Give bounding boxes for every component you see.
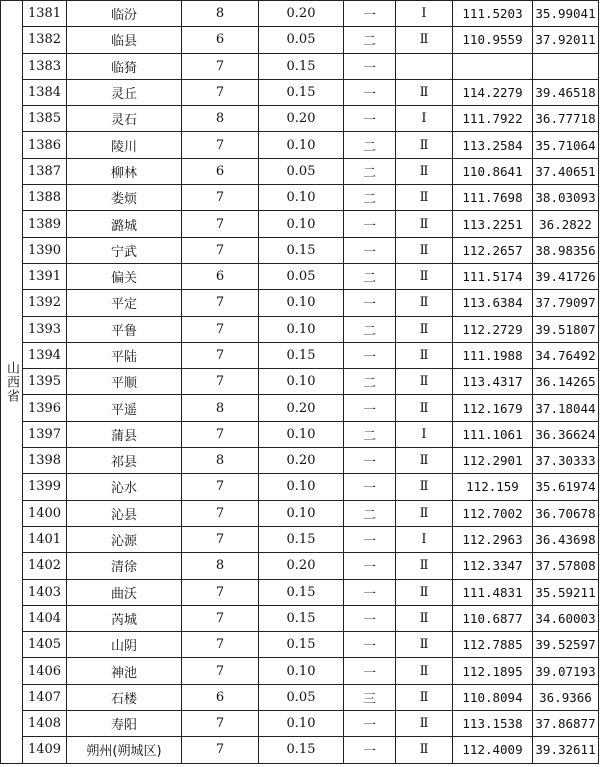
county-name-cell: 平鲁: [67, 316, 182, 342]
row-id-cell: 1396: [23, 395, 67, 421]
group-cell: 一: [344, 290, 396, 316]
latitude-cell: 39.46518: [533, 79, 599, 105]
longitude-cell: 112.2901: [453, 448, 533, 474]
county-name-cell: 临汾: [67, 1, 182, 27]
longitude-cell: 112.159: [453, 474, 533, 500]
latitude-cell: 34.60003: [533, 605, 599, 631]
table-row: [1, 500, 599, 526]
intensity-cell: 7: [182, 211, 259, 237]
intensity-cell: 7: [182, 658, 259, 684]
intensity-cell: 7: [182, 132, 259, 158]
site-class-cell: Ⅱ: [396, 27, 453, 53]
site-class-cell: Ⅱ: [396, 369, 453, 395]
longitude-cell: 112.1679: [453, 395, 533, 421]
table-row: [1, 316, 599, 342]
county-name-cell: 祁县: [67, 448, 182, 474]
longitude-cell: 113.2251: [453, 211, 533, 237]
longitude-cell: 111.1061: [453, 421, 533, 447]
longitude-cell: 110.6877: [453, 605, 533, 631]
site-class-cell: Ⅱ: [396, 185, 453, 211]
longitude-cell: 112.2657: [453, 237, 533, 263]
site-class-cell: Ⅱ: [396, 553, 453, 579]
site-class-cell: Ⅱ: [396, 448, 453, 474]
longitude-cell: 112.4009: [453, 737, 533, 763]
latitude-cell: 38.98356: [533, 237, 599, 263]
group-cell: 一: [344, 53, 396, 79]
longitude-cell: 113.2584: [453, 132, 533, 158]
row-id-cell: 1384: [23, 79, 67, 105]
latitude-cell: 39.51807: [533, 316, 599, 342]
intensity-cell: 7: [182, 421, 259, 447]
table-row: [1, 395, 599, 421]
acceleration-cell: 0.05: [259, 158, 344, 184]
group-cell: 一: [344, 1, 396, 27]
county-name-cell: 沁源: [67, 526, 182, 552]
group-cell: 二: [344, 316, 396, 342]
row-id-cell: 1409: [23, 737, 67, 763]
county-name-cell: 山阴: [67, 632, 182, 658]
row-id-cell: 1385: [23, 106, 67, 132]
intensity-cell: 8: [182, 448, 259, 474]
row-id-cell: 1400: [23, 500, 67, 526]
acceleration-cell: 0.15: [259, 237, 344, 263]
latitude-cell: 35.99041: [533, 1, 599, 27]
intensity-cell: 7: [182, 605, 259, 631]
site-class-cell: Ⅱ: [396, 132, 453, 158]
longitude-cell: 111.7698: [453, 185, 533, 211]
group-cell: 一: [344, 526, 396, 552]
site-class-cell: Ⅱ: [396, 737, 453, 763]
latitude-cell: 36.2822: [533, 211, 599, 237]
intensity-cell: 8: [182, 553, 259, 579]
table-row: [1, 369, 599, 395]
group-cell: 一: [344, 605, 396, 631]
intensity-cell: 7: [182, 711, 259, 737]
group-cell: 一: [344, 211, 396, 237]
county-name-cell: 潞城: [67, 211, 182, 237]
intensity-cell: 8: [182, 395, 259, 421]
table-row: [1, 605, 599, 631]
table-row: [1, 106, 599, 132]
county-name-cell: 蒲县: [67, 421, 182, 447]
table-row: [1, 711, 599, 737]
table-row: [1, 684, 599, 710]
latitude-cell: 35.61974: [533, 474, 599, 500]
latitude-cell: 37.86877: [533, 711, 599, 737]
row-id-cell: 1392: [23, 290, 67, 316]
acceleration-cell: 0.15: [259, 526, 344, 552]
acceleration-cell: 0.05: [259, 27, 344, 53]
row-id-cell: 1398: [23, 448, 67, 474]
intensity-cell: 7: [182, 53, 259, 79]
intensity-cell: 8: [182, 1, 259, 27]
site-class-cell: Ⅱ: [396, 605, 453, 631]
acceleration-cell: 0.15: [259, 579, 344, 605]
latitude-cell: 36.9366: [533, 684, 599, 710]
longitude-cell: 112.2729: [453, 316, 533, 342]
intensity-cell: 6: [182, 263, 259, 289]
site-class-cell: Ⅰ: [396, 421, 453, 447]
group-cell: 二: [344, 185, 396, 211]
longitude-cell: 110.9559: [453, 27, 533, 53]
group-cell: 二: [344, 263, 396, 289]
row-id-cell: 1393: [23, 316, 67, 342]
table-row: [1, 448, 599, 474]
acceleration-cell: 0.10: [259, 474, 344, 500]
site-class-cell: Ⅱ: [396, 684, 453, 710]
intensity-cell: 6: [182, 27, 259, 53]
table-row: [1, 79, 599, 105]
longitude-cell: 113.4317: [453, 369, 533, 395]
longitude-cell: 110.8094: [453, 684, 533, 710]
latitude-cell: 37.40651: [533, 158, 599, 184]
group-cell: 一: [344, 711, 396, 737]
row-id-cell: 1407: [23, 684, 67, 710]
latitude-cell: 35.71064: [533, 132, 599, 158]
row-id-cell: 1406: [23, 658, 67, 684]
row-id-cell: 1405: [23, 632, 67, 658]
acceleration-cell: 0.20: [259, 553, 344, 579]
table-row: [1, 263, 599, 289]
latitude-cell: 36.43698: [533, 526, 599, 552]
longitude-cell: 112.7002: [453, 500, 533, 526]
site-class-cell: Ⅰ: [396, 526, 453, 552]
acceleration-cell: 0.20: [259, 448, 344, 474]
county-name-cell: 陵川: [67, 132, 182, 158]
longitude-cell: 111.7922: [453, 106, 533, 132]
group-cell: 一: [344, 79, 396, 105]
group-cell: 一: [344, 553, 396, 579]
table-body: [1, 1, 599, 764]
acceleration-cell: 0.10: [259, 132, 344, 158]
group-cell: 一: [344, 448, 396, 474]
intensity-cell: 7: [182, 500, 259, 526]
row-id-cell: 1381: [23, 1, 67, 27]
latitude-cell: 36.14265: [533, 369, 599, 395]
latitude-cell: 37.30333: [533, 448, 599, 474]
group-cell: 二: [344, 421, 396, 447]
site-class-cell: Ⅰ: [396, 1, 453, 27]
row-id-cell: 1404: [23, 605, 67, 631]
county-name-cell: 灵石: [67, 106, 182, 132]
latitude-cell: 34.76492: [533, 342, 599, 368]
table-row: [1, 526, 599, 552]
row-id-cell: 1388: [23, 185, 67, 211]
group-cell: 二: [344, 27, 396, 53]
acceleration-cell: 0.10: [259, 421, 344, 447]
acceleration-cell: 0.10: [259, 369, 344, 395]
latitude-cell: 37.18044: [533, 395, 599, 421]
latitude-cell: 37.79097: [533, 290, 599, 316]
table-row: [1, 132, 599, 158]
acceleration-cell: 0.15: [259, 632, 344, 658]
longitude-cell: 113.1538: [453, 711, 533, 737]
latitude-cell: 38.03093: [533, 185, 599, 211]
acceleration-cell: 0.10: [259, 290, 344, 316]
table-row: [1, 185, 599, 211]
acceleration-cell: 0.15: [259, 53, 344, 79]
site-class-cell: Ⅱ: [396, 211, 453, 237]
acceleration-cell: 0.20: [259, 1, 344, 27]
site-class-cell: Ⅱ: [396, 658, 453, 684]
group-cell: 三: [344, 684, 396, 710]
latitude-cell: [533, 53, 599, 79]
intensity-cell: 7: [182, 290, 259, 316]
group-cell: 一: [344, 579, 396, 605]
intensity-cell: 7: [182, 316, 259, 342]
row-id-cell: 1408: [23, 711, 67, 737]
county-name-cell: 朔州(朔城区): [67, 737, 182, 763]
acceleration-cell: 0.10: [259, 711, 344, 737]
county-name-cell: 平顺: [67, 369, 182, 395]
county-name-cell: 曲沃: [67, 579, 182, 605]
latitude-cell: 39.07193: [533, 658, 599, 684]
latitude-cell: 37.57808: [533, 553, 599, 579]
intensity-cell: 7: [182, 79, 259, 105]
row-id-cell: 1402: [23, 553, 67, 579]
table-row: [1, 290, 599, 316]
county-name-cell: 芮城: [67, 605, 182, 631]
county-name-cell: 清徐: [67, 553, 182, 579]
site-class-cell: Ⅱ: [396, 500, 453, 526]
row-id-cell: 1386: [23, 132, 67, 158]
table-row: [1, 658, 599, 684]
site-class-cell: Ⅱ: [396, 316, 453, 342]
group-cell: 二: [344, 369, 396, 395]
province-cell: 山西省: [1, 1, 23, 764]
table-row: [1, 27, 599, 53]
intensity-cell: 7: [182, 369, 259, 395]
table-row: [1, 1, 599, 27]
row-id-cell: 1387: [23, 158, 67, 184]
longitude-cell: 112.1895: [453, 658, 533, 684]
site-class-cell: Ⅱ: [396, 158, 453, 184]
acceleration-cell: 0.10: [259, 316, 344, 342]
group-cell: 二: [344, 132, 396, 158]
group-cell: 一: [344, 737, 396, 763]
table-row: [1, 53, 599, 79]
group-cell: 一: [344, 342, 396, 368]
county-name-cell: 灵丘: [67, 79, 182, 105]
site-class-cell: Ⅱ: [396, 632, 453, 658]
latitude-cell: 39.52597: [533, 632, 599, 658]
group-cell: 一: [344, 474, 396, 500]
county-name-cell: 平遥: [67, 395, 182, 421]
longitude-cell: 111.5203: [453, 1, 533, 27]
acceleration-cell: 0.05: [259, 263, 344, 289]
table-row: [1, 237, 599, 263]
site-class-cell: Ⅱ: [396, 395, 453, 421]
county-name-cell: 平定: [67, 290, 182, 316]
site-class-cell: Ⅱ: [396, 711, 453, 737]
county-name-cell: 宁武: [67, 237, 182, 263]
site-class-cell: Ⅱ: [396, 290, 453, 316]
intensity-cell: 7: [182, 474, 259, 500]
intensity-cell: 7: [182, 737, 259, 763]
latitude-cell: 35.59211: [533, 579, 599, 605]
longitude-cell: [453, 53, 533, 79]
county-name-cell: 沁水: [67, 474, 182, 500]
site-class-cell: Ⅱ: [396, 237, 453, 263]
county-name-cell: 偏关: [67, 263, 182, 289]
acceleration-cell: 0.15: [259, 342, 344, 368]
row-id-cell: 1383: [23, 53, 67, 79]
row-id-cell: 1397: [23, 421, 67, 447]
latitude-cell: 36.36624: [533, 421, 599, 447]
longitude-cell: 110.8641: [453, 158, 533, 184]
longitude-cell: 111.4831: [453, 579, 533, 605]
longitude-cell: 113.6384: [453, 290, 533, 316]
acceleration-cell: 0.05: [259, 684, 344, 710]
table-row: [1, 342, 599, 368]
longitude-cell: 112.3347: [453, 553, 533, 579]
site-class-cell: Ⅱ: [396, 79, 453, 105]
county-name-cell: 临猗: [67, 53, 182, 79]
intensity-cell: 7: [182, 526, 259, 552]
group-cell: 一: [344, 237, 396, 263]
table-row: [1, 211, 599, 237]
acceleration-cell: 0.10: [259, 500, 344, 526]
latitude-cell: 39.32611: [533, 737, 599, 763]
county-name-cell: 娄烦: [67, 185, 182, 211]
site-class-cell: Ⅱ: [396, 474, 453, 500]
intensity-cell: 6: [182, 684, 259, 710]
row-id-cell: 1391: [23, 263, 67, 289]
table-row: [1, 737, 599, 763]
table-row: [1, 632, 599, 658]
county-name-cell: 临县: [67, 27, 182, 53]
acceleration-cell: 0.15: [259, 79, 344, 105]
acceleration-cell: 0.15: [259, 737, 344, 763]
group-cell: 一: [344, 395, 396, 421]
row-id-cell: 1390: [23, 237, 67, 263]
row-id-cell: 1389: [23, 211, 67, 237]
acceleration-cell: 0.20: [259, 106, 344, 132]
intensity-cell: 7: [182, 237, 259, 263]
group-cell: 一: [344, 106, 396, 132]
row-id-cell: 1382: [23, 27, 67, 53]
table-row: [1, 474, 599, 500]
longitude-cell: 112.7885: [453, 632, 533, 658]
acceleration-cell: 0.10: [259, 211, 344, 237]
acceleration-cell: 0.10: [259, 185, 344, 211]
table-row: [1, 421, 599, 447]
group-cell: 一: [344, 658, 396, 684]
intensity-cell: 7: [182, 632, 259, 658]
longitude-cell: 114.2279: [453, 79, 533, 105]
table-row: [1, 553, 599, 579]
row-id-cell: 1395: [23, 369, 67, 395]
group-cell: 二: [344, 500, 396, 526]
site-class-cell: Ⅱ: [396, 263, 453, 289]
latitude-cell: 37.92011: [533, 27, 599, 53]
row-id-cell: 1403: [23, 579, 67, 605]
longitude-cell: 111.1988: [453, 342, 533, 368]
intensity-cell: 6: [182, 158, 259, 184]
row-id-cell: 1394: [23, 342, 67, 368]
acceleration-cell: 0.10: [259, 658, 344, 684]
site-class-cell: Ⅰ: [396, 106, 453, 132]
longitude-cell: 111.5174: [453, 263, 533, 289]
site-class-cell: Ⅱ: [396, 342, 453, 368]
group-cell: 二: [344, 158, 396, 184]
group-cell: 一: [344, 632, 396, 658]
table-row: [1, 579, 599, 605]
row-id-cell: 1401: [23, 526, 67, 552]
county-name-cell: 柳林: [67, 158, 182, 184]
latitude-cell: 36.70678: [533, 500, 599, 526]
intensity-cell: 7: [182, 342, 259, 368]
county-name-cell: 石楼: [67, 684, 182, 710]
acceleration-cell: 0.15: [259, 605, 344, 631]
intensity-cell: 7: [182, 579, 259, 605]
row-id-cell: 1399: [23, 474, 67, 500]
intensity-cell: 8: [182, 106, 259, 132]
site-class-cell: [396, 53, 453, 79]
intensity-cell: 7: [182, 185, 259, 211]
longitude-cell: 112.2963: [453, 526, 533, 552]
site-class-cell: Ⅱ: [396, 579, 453, 605]
table-row: [1, 158, 599, 184]
latitude-cell: 39.41726: [533, 263, 599, 289]
acceleration-cell: 0.20: [259, 395, 344, 421]
latitude-cell: 36.77718: [533, 106, 599, 132]
county-name-cell: 沁县: [67, 500, 182, 526]
county-name-cell: 神池: [67, 658, 182, 684]
county-name-cell: 寿阳: [67, 711, 182, 737]
county-name-cell: 平陆: [67, 342, 182, 368]
